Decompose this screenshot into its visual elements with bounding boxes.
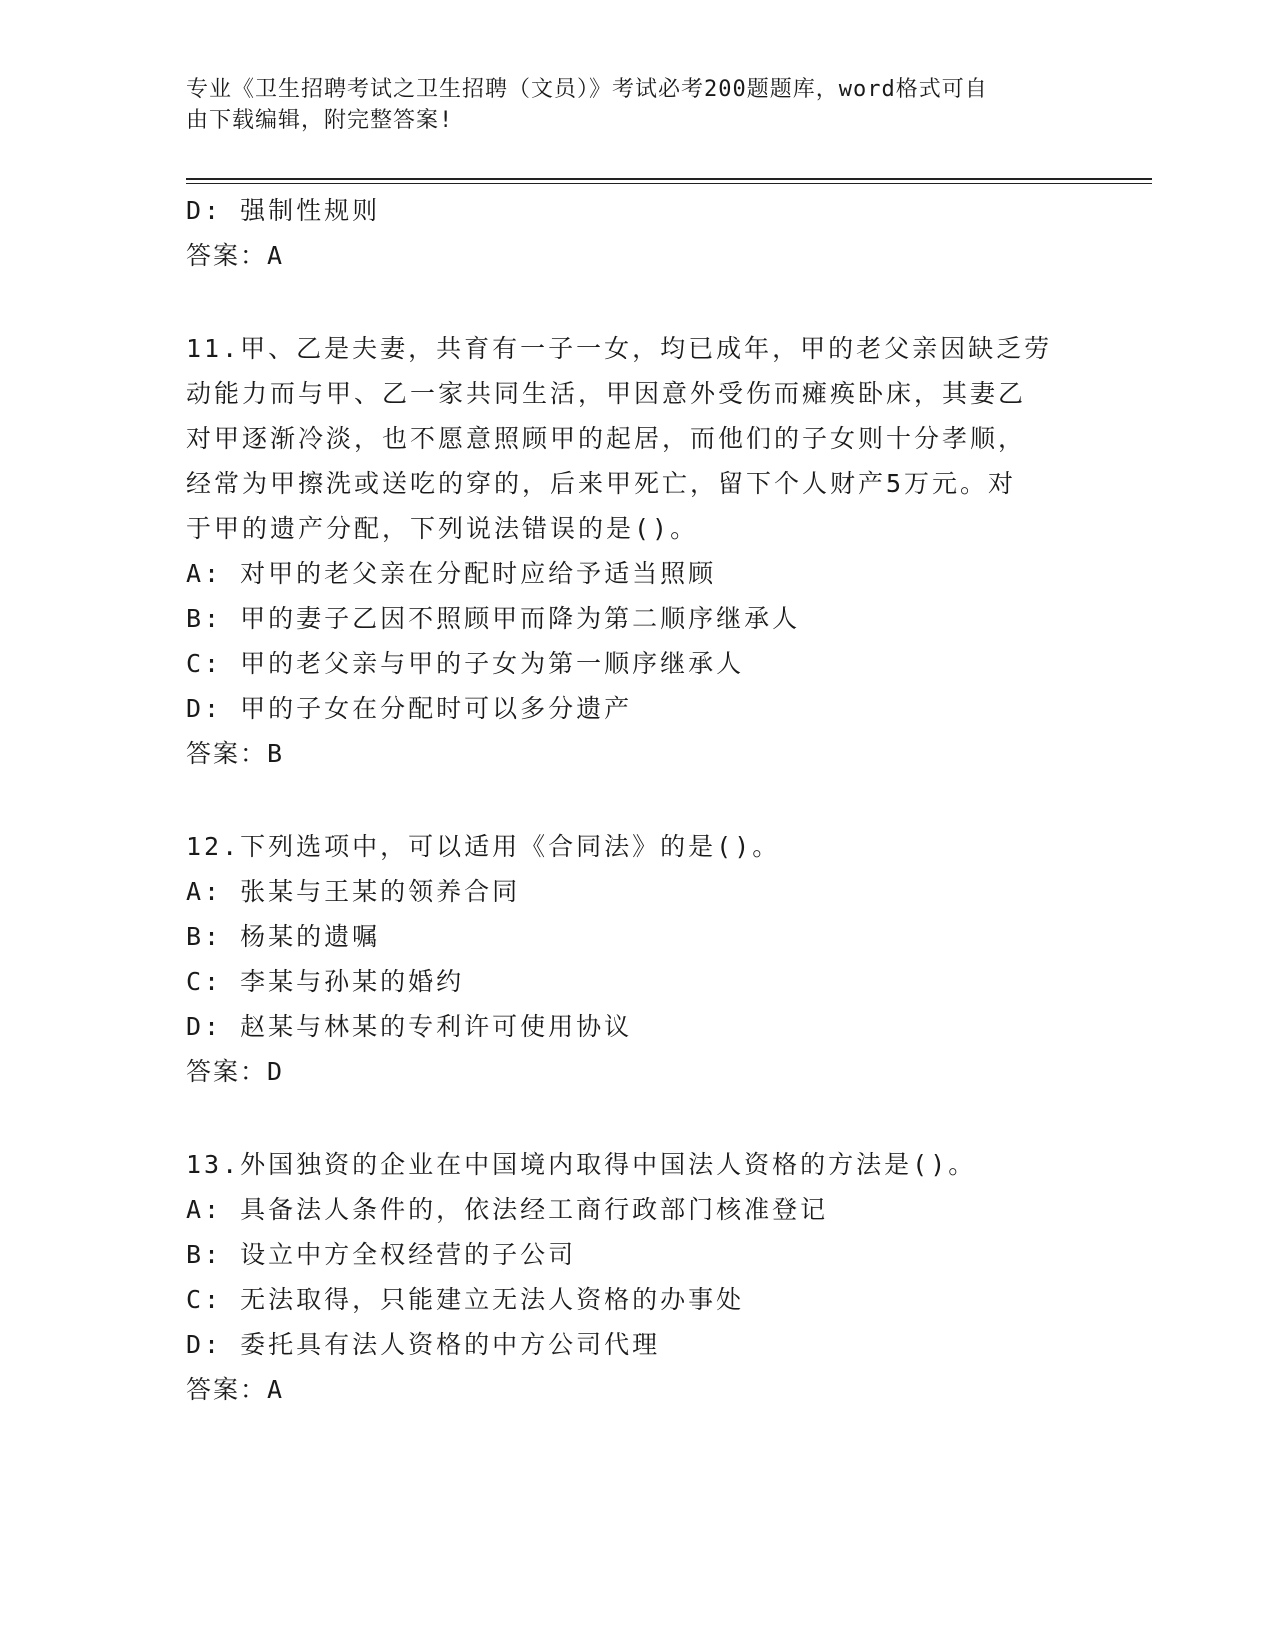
option-a: A: 张某与王某的领养合同 [186,877,521,906]
question-12 [186,824,1086,1094]
option-a: A: 对甲的老父亲在分配时应给予适当照顾 [186,559,717,588]
option-d: D: 委托具有法人资格的中方公司代理 [186,1330,661,1359]
document-body [186,188,1086,1412]
question-10-tail [186,188,1086,278]
question-13 [186,1142,1086,1412]
option-c: C: 甲的老父亲与甲的子女为第一顺序继承人 [186,649,745,678]
option-c: C: 李某与孙某的婚约 [186,967,465,996]
option-d: D: 甲的子女在分配时可以多分遗产 [186,694,633,723]
question-stem: 12.下列选项中，可以适用《合同法》的是()。 [186,832,781,861]
answer-line: 答案：D [186,1057,285,1086]
option-a: A: 具备法人条件的，依法经工商行政部门核准登记 [186,1195,829,1224]
question-stem [186,326,1086,551]
stem-line: 对甲逐渐冷淡，也不愿意照顾甲的起居，而他们的子女则十分孝顺， [186,424,1027,453]
stem-line: 11.甲、乙是夫妻，共育有一子一女，均已成年，甲的老父亲因缺乏劳 [186,334,1053,363]
answer-line: 答案：A [186,241,285,270]
option-c: C: 无法取得，只能建立无法人资格的办事处 [186,1285,745,1314]
stem-line: 经常为甲擦洗或送吃的穿的，后来甲死亡，留下个人财产5万元。对 [186,469,1017,498]
question-stem: 13.外国独资的企业在中国境内取得中国法人资格的方法是()。 [186,1150,977,1179]
header-divider-thick [186,178,1152,180]
option-b: B: 设立中方全权经营的子公司 [186,1240,577,1269]
header-line-1: 专业《卫生招聘考试之卫生招聘（文员）》考试必考200题题库，word格式可自 [186,77,988,102]
answer-line: 答案：B [186,739,285,768]
option-b: B: 甲的妻子乙因不照顾甲而降为第二顺序继承人 [186,604,801,633]
stem-line: 于甲的遗产分配，下列说法错误的是()。 [186,514,699,543]
header-line-2: 由下载编辑，附完整答案! [186,108,454,133]
option-d: D: 赵某与林某的专利许可使用协议 [186,1012,633,1041]
header-divider-thin [186,183,1152,184]
question-11 [186,326,1086,776]
option-d: D: 强制性规则 [186,196,381,225]
answer-line: 答案：A [186,1375,285,1404]
document-header [186,74,1066,136]
stem-line: 动能力而与甲、乙一家共同生活，甲因意外受伤而瘫痪卧床，其妻乙 [186,379,1027,408]
option-b: B: 杨某的遗嘱 [186,922,381,951]
